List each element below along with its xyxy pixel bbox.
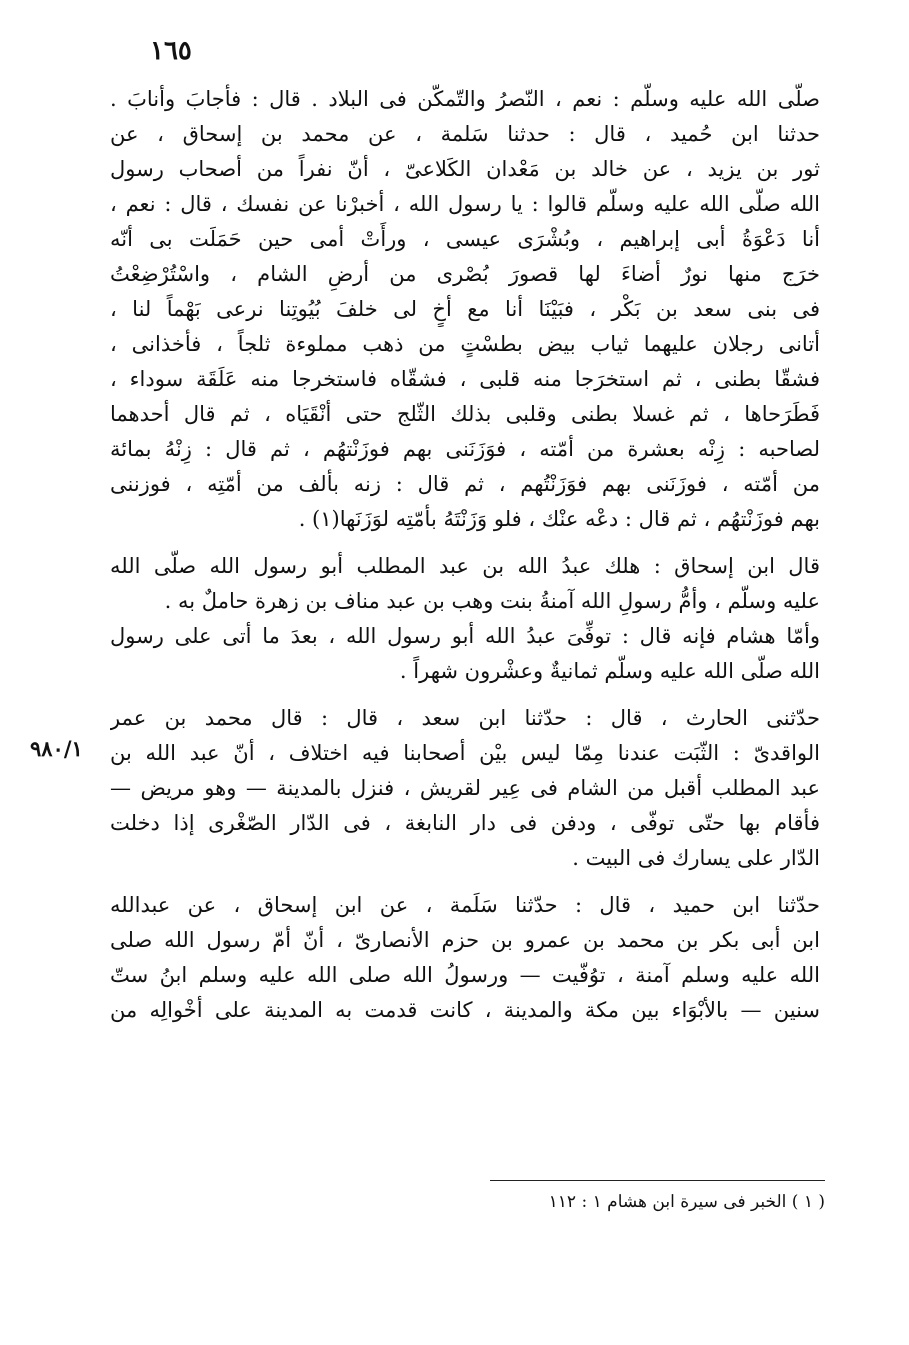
text-line: الدّار على يسارك فى البيت .	[572, 846, 820, 870]
text-line: فأقام بها حتّى توفّى ، ودفن فى دار النابغة ، فى الدّار الصّغْرى إذا دخلت	[110, 811, 820, 835]
text-line: بهم فوزَنْتهُم ، ثم قال : دعْه عنْك ، فلو وَزَنْتَهُ بأمّتِه لوَزَنَها(١) .	[298, 507, 820, 531]
footnote: ( ١ ) الخبر فى سيرة ابن هشام ١ : ١١٢	[548, 1192, 825, 1212]
text-line: عبد المطلب أقبل من الشام فى عِير لقريش ، فنزل بالمدينة — وهو مريض —	[110, 776, 820, 800]
text-line: من أمّته ، فوزَنَنى بهم فوَزَنْتُهم ، ثم قال : زنه بألف من أمّتِه ، فوزننى	[110, 472, 820, 496]
text-line: أتانى رجلان عليهما ثياب بيض بطسْتٍ من ذهب مملوءة ثلجاً ، فأخذانى ،	[110, 332, 820, 356]
text-line: الله صلّى الله عليه وسلّم قالوا : يا رسول الله ، أخبرْنا عن نفسك ، قال : نعم ،	[110, 192, 820, 216]
text-line: أنا دَعْوَةُ أبى إبراهيم ، وبُشْرَى عيسى ، ورأَتْ أمى حين حَمَلَت بى أنّه	[110, 227, 820, 251]
text-line: الواقدىّ : الثّبَت عندنا مِمّا ليس بيْن أصحابنا فيه اختلاف ، أنّ عبد الله بن	[110, 741, 820, 765]
footnote-divider	[490, 1180, 825, 1181]
text-line: لصاحبه : زِنْه بعشرة من أمّته ، فوَزَنَنى بهم فوزَنْتهُم ، ثم قال : زِنْهُ بمائة	[110, 437, 820, 461]
text-line: الله صلّى الله عليه وسلّم ثمانيةٌ وعشْرون شهراً .	[399, 659, 820, 683]
text-line: عليه وسلّم ، وأمُّ رسولِ الله آمنةُ بنت وهب بن عبد مناف بن زهرة حاملٌ به .	[164, 589, 820, 613]
text-line: قال ابن إسحاق : هلك عبدُ الله بن عبد المطلب أبو رسول الله صلّى الله	[110, 554, 820, 578]
page-number: ١٦٥	[150, 36, 192, 66]
paragraph-gap	[110, 876, 820, 888]
text-line: ابن أبى بكر بن محمد بن عمرو بن حزم الأنصارىّ ، أنّ أمّ رسول الله صلى	[110, 928, 820, 952]
text-line: خرَج منها نورٌ أضاءَ لها قصورَ بُصْرى من أرضِ الشام ، واسْتُرْضِعْتُ	[110, 262, 820, 286]
margin-reference: ٩٨٠/١	[30, 736, 83, 761]
text-line: الله عليه وسلم آمنة ، توُفّيت — ورسولُ الله صلى الله عليه وسلم ابنُ ستّ	[110, 963, 820, 987]
text-line: سنين — بالأبْوَاء بين مكة والمدينة ، كانت قدمت به المدينة على أخْوالِه من	[110, 998, 820, 1022]
text-line: فى بنى سعد بن بَكْر ، فبَيْنَا أنا مع أخٍ لى خلفَ بُيُوتِنا نرعى بَهْماً لنا ،	[110, 297, 820, 321]
paragraph-gap	[110, 689, 820, 701]
text-line: وأمّا هشام فإنه قال : توفِّىَ عبدُ الله أبو رسول الله ، بعدَ ما أتى على رسول	[110, 624, 820, 648]
text-line: ثور بن يزيد ، عن خالد بن مَعْدان الكَلاعىّ ، أنّ نفراً من أصحاب رسول	[110, 157, 820, 181]
text-line: فشقّا بطنى ، ثم استخرَجا منه قلبى ، فشقّاه فاستخرجا منه عَلَقَة سوداء ،	[110, 367, 820, 391]
text-line: فَطَرَحاها ، ثم غسلا بطنى وقلبى بذلك الثّلج حتى أنْقَيَاه ، ثم قال أحدهما	[110, 402, 820, 426]
text-line: حدّثنا ابن حميد ، قال : حدّثنا سَلَمة ، عن ابن إسحاق ، عن عبدالله	[110, 893, 820, 917]
main-text	[110, 82, 820, 1028]
text-line: صلّى الله عليه وسلّم : نعم ، النّصرُ والتّمكّن فى البلاد . قال : فأجابَ وأنابَ .	[110, 87, 820, 111]
paragraph-gap	[110, 537, 820, 549]
text-line: حدثنا ابن حُميد ، قال : حدثنا سَلمة ، عن محمد بن إسحاق ، عن	[110, 122, 820, 146]
text-line: حدّثنى الحارث ، قال : حدّثنا ابن سعد ، قال : قال محمد بن عمر	[110, 706, 820, 730]
